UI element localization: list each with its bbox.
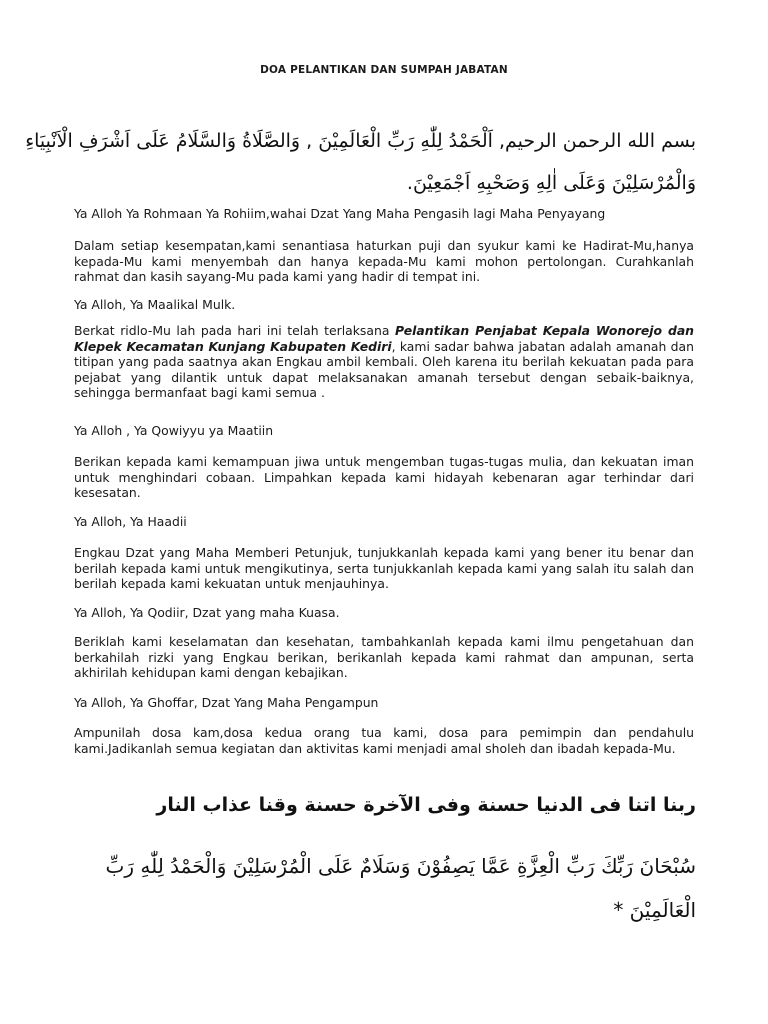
arabic-closing-line-2: الْعَالَمِيْنَ * xyxy=(613,898,696,922)
arabic-rabbana xyxy=(72,790,696,820)
paragraph-invocation-qowiyyu: Ya Alloh , Ya Qowiyyu ya Maatiin xyxy=(74,423,274,438)
paragraph-strength: Berikan kepada kami kemampuan jiwa untuk mengemban tugas-tugas mulia, dan kekuatan iman untuk menghindari cobaan. Limpahkan kepada kami hidayah kebenaran agar terhindar dari kesesatan. xyxy=(74,454,694,501)
paragraph-invocation-qodiir: Ya Alloh, Ya Qodiir, Dzat yang maha Kuasa. xyxy=(74,605,340,620)
inauguration-text-after: , kami sadar bahwa jabatan adalah amanah dan titipan yang pada saatnya akan Engkau ambil kembali. Oleh karena itu berilah kekuatan pada para pejabat yang dilantik untuk dapat melaksanakan amanah tersebut dengan sebaik-baiknya, sehingga bermanfaat bagi kami semua . xyxy=(74,338,694,401)
arabic-rabbana-line: ربنا اتنا فى الدنيا حسنة وفى الآخرة حسنة وقنا عذاب النار xyxy=(156,794,696,816)
paragraph-invocation-ghoffar: Ya Alloh, Ya Ghoffar, Dzat Yang Maha Pengampun xyxy=(74,695,379,710)
document-title: DOA PELANTIKAN DAN SUMPAH JABATAN xyxy=(260,64,508,76)
paragraph-wellbeing: Beriklah kami keselamatan dan kesehatan, tambahkanlah kepada kami ilmu pengetahuan dan berkahilah rizki yang Engkau berikan, berikanlah kepada kami rahmat dan ampunan, serta akhirilah kehidupan kami dengan kebajikan. xyxy=(74,634,694,681)
inauguration-event-name: Pelantikan Penjabat Kepala Wonorejo dan Klepek Kecamatan Kunjang Kabupaten Kediri xyxy=(74,323,694,354)
arabic-closing xyxy=(72,844,696,932)
paragraph-invocation-maalikal-mulk: Ya Alloh, Ya Maalikal Mulk. xyxy=(74,297,236,312)
inauguration-text-before: Berkat ridlo-Mu lah pada hari ini telah terlaksana xyxy=(74,323,395,338)
paragraph-invocation-rohmaan: Ya Alloh Ya Rohmaan Ya Rohiim,wahai Dzat Yang Maha Pengasih lagi Maha Penyayang xyxy=(74,206,606,221)
paragraph-inauguration xyxy=(74,323,694,401)
arabic-opening-line-2: وَالْمُرْسَلِيْنَ وَعَلَى اٰلِهِ وَصَحْبِهِ اَجْمَعِيْنَ. xyxy=(406,172,696,194)
paragraph-guidance: Engkau Dzat yang Maha Memberi Petunjuk, tunjukkanlah kepada kami yang bener itu benar dan berilah kepada kami untuk mengikutinya, serta tunjukkanlah kepada kami yang salah itu salah dan berilah kepada kami kekuatan untuk menjauhinya. xyxy=(74,545,694,592)
arabic-opening xyxy=(25,120,696,204)
paragraph-praise: Dalam setiap kesempatan,kami senantiasa haturkan puji dan syukur kami ke Hadirat-Mu,hanya kepada-Mu kami menyembah dan hanya kepada-Mu kami mohon pertolongan. Curahkanlah rahmat dan kasih sayang-Mu pada kami yang hadir di tempat ini. xyxy=(74,238,694,285)
paragraph-invocation-haadii: Ya Alloh, Ya Haadii xyxy=(74,514,187,529)
arabic-closing-line-1: سُبْحَانَ رَبِّكَ رَبِّ الْعِزَّةِ عَمَّا يَصِفُوْنَ وَسَلَامٌ عَلَى الْمُرْسَلِيْنَ وَالْحَمْدُ لِلّٰهِ رَبِّ xyxy=(105,854,696,878)
paragraph-forgiveness: Ampunilah dosa kam,dosa kedua orang tua kami, dosa para pemimpin dan pendahulu kami.Jadikanlah semua kegiatan dan aktivitas kami menjadi amal sholeh dan ibadah kepada-Mu. xyxy=(74,725,694,756)
arabic-opening-line-1: بسم الله الرحمن الرحيم, اَلْحَمْدُ لِلّٰهِ رَبِّ الْعَالَمِيْنَ , وَالصَّلَاةُ وَالسَّلَامُ عَلَى اَشْرَفِ الْاَنْبِيَاءِ xyxy=(25,130,696,152)
